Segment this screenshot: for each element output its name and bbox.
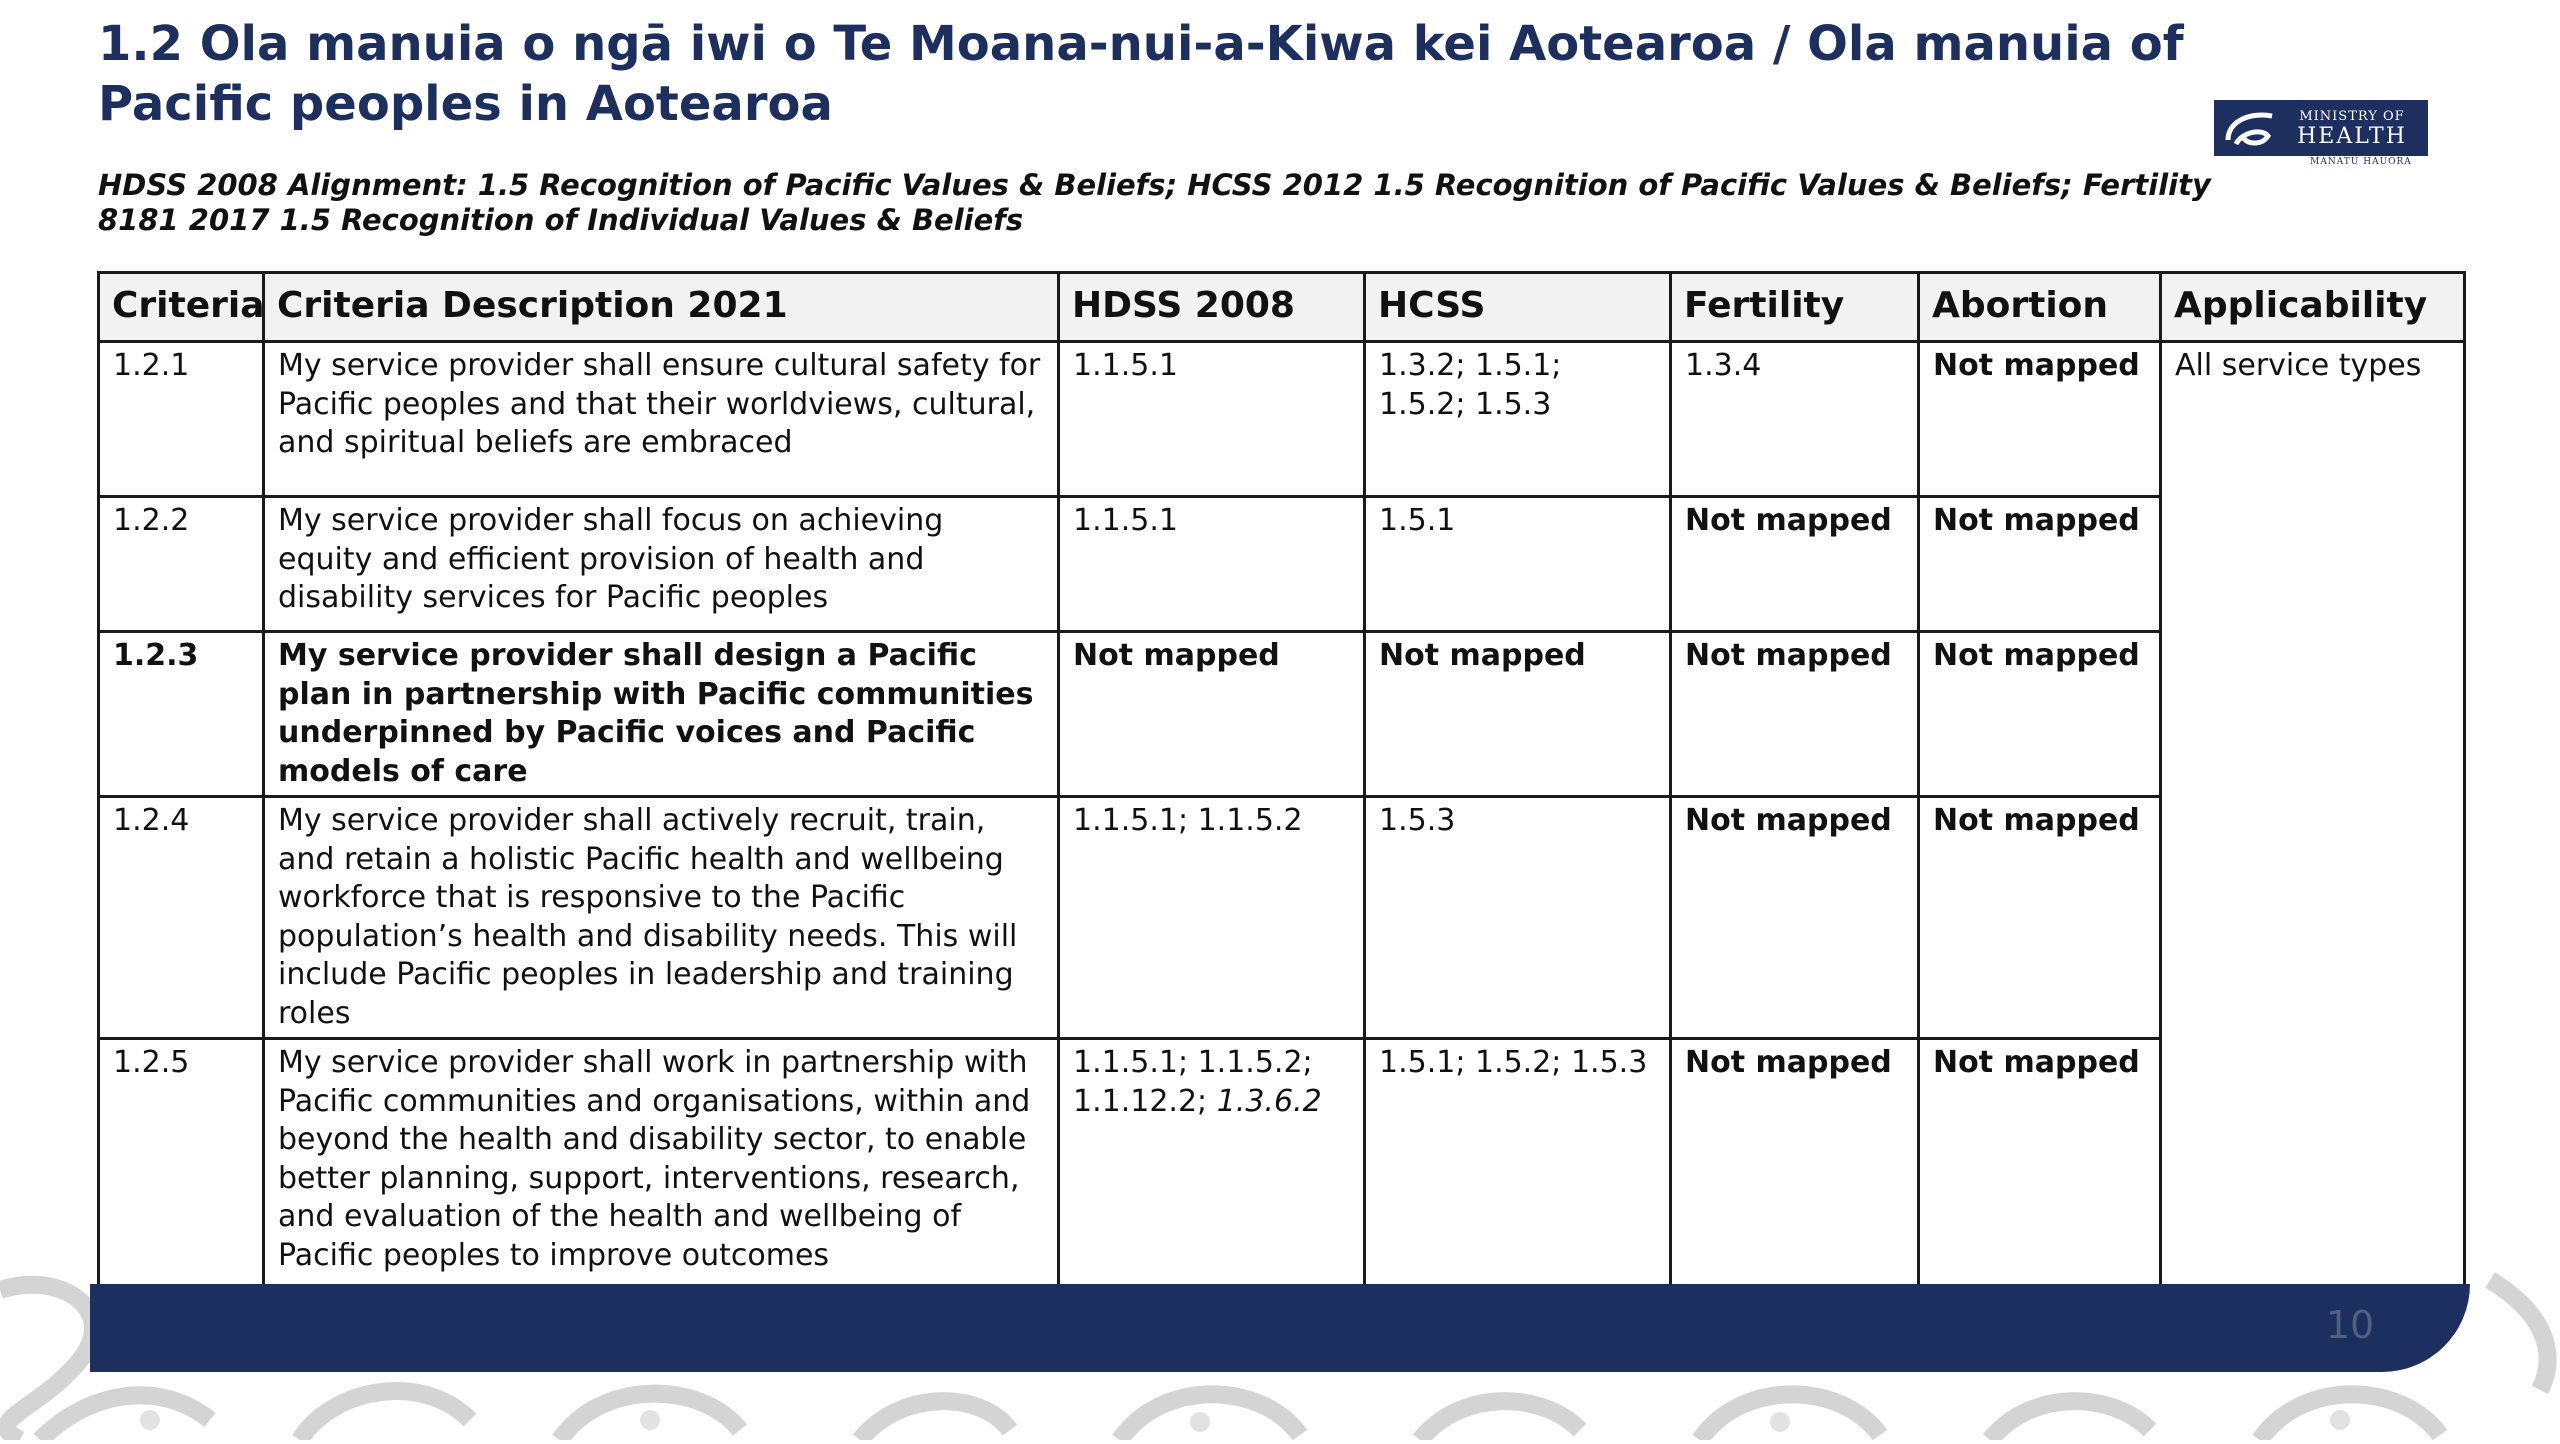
abortion-mapping: Not mapped bbox=[1919, 342, 2161, 497]
criteria-id: 1.2.4 bbox=[99, 797, 264, 1039]
table-row bbox=[99, 632, 2465, 797]
hcss-mapping: 1.5.1 bbox=[1365, 497, 1671, 632]
ministry-of-health-logo bbox=[2214, 100, 2428, 170]
abortion-mapping: Not mapped bbox=[1919, 797, 2161, 1039]
hcss-mapping: 1.5.3 bbox=[1365, 797, 1671, 1039]
header-fertility: Fertility bbox=[1671, 273, 1919, 342]
header-hcss: HCSS bbox=[1365, 273, 1671, 342]
criteria-table bbox=[97, 271, 2466, 1295]
hcss-mapping: Not mapped bbox=[1365, 632, 1671, 797]
table-row bbox=[99, 497, 2465, 632]
logo-text-health: HEALTH bbox=[2297, 124, 2407, 149]
logo-box bbox=[2214, 100, 2428, 156]
criteria-id: 1.2.3 bbox=[99, 632, 264, 797]
applicability-cell: All service types bbox=[2161, 342, 2465, 1294]
criteria-id: 1.2.5 bbox=[99, 1039, 264, 1294]
abortion-mapping: Not mapped bbox=[1919, 1039, 2161, 1294]
hdss-mapping: Not mapped bbox=[1059, 632, 1365, 797]
criteria-description: My service provider shall work in partnership with Pacific communities and organisations, within and beyond the health and disability sector, to enable better planning, support, interventions, research, and evaluation of the health and wellbeing of Pacific peoples to improve outcomes bbox=[264, 1039, 1059, 1294]
logo-text-ministry: MINISTRY OF bbox=[2299, 109, 2405, 124]
header-applicability: Applicability bbox=[2161, 273, 2465, 342]
page-number: 10 bbox=[2325, 1303, 2375, 1347]
abortion-mapping: Not mapped bbox=[1919, 497, 2161, 632]
koru-logo-icon bbox=[2222, 106, 2280, 150]
hdss-mapping bbox=[1059, 1039, 1365, 1294]
fertility-mapping: Not mapped bbox=[1671, 797, 1919, 1039]
header-description: Criteria Description 2021 bbox=[264, 273, 1059, 342]
hcss-mapping: 1.5.1; 1.5.2; 1.5.3 bbox=[1365, 1039, 1671, 1294]
hdss-mapping: 1.1.5.1; 1.1.5.2 bbox=[1059, 797, 1365, 1039]
criteria-description: My service provider shall focus on achieving equity and efficient provision of health and disability services for Pacific peoples bbox=[264, 497, 1059, 632]
criteria-id: 1.2.1 bbox=[99, 342, 264, 497]
hdss-mapping-italic: 1.3.6.2 bbox=[1216, 1083, 1322, 1119]
abortion-mapping: Not mapped bbox=[1919, 632, 2161, 797]
fertility-mapping: Not mapped bbox=[1671, 1039, 1919, 1294]
header-hdss: HDSS 2008 bbox=[1059, 273, 1365, 342]
fertility-mapping: Not mapped bbox=[1671, 632, 1919, 797]
header-criteria: Criteria bbox=[99, 273, 264, 342]
fertility-mapping: Not mapped bbox=[1671, 497, 1919, 632]
table-row bbox=[99, 342, 2465, 497]
hdss-mapping-text: 1.1.5.1; 1.1.5.2; 1.1.12.2; bbox=[1073, 1045, 1313, 1119]
table-header-row bbox=[99, 273, 2465, 342]
hcss-mapping: 1.3.2; 1.5.1; 1.5.2; 1.5.3 bbox=[1365, 342, 1671, 497]
slide-title: 1.2 Ola manuia o ngā iwi o Te Moana-nui-a-Kiwa kei Aotearoa / Ola manuia of Pacific peoples in Aotearoa bbox=[98, 16, 2184, 132]
table-row bbox=[99, 1039, 2465, 1294]
footer-bar bbox=[90, 1284, 2470, 1372]
table-row bbox=[99, 797, 2465, 1039]
criteria-description: My service provider shall actively recruit, train, and retain a holistic Pacific health and wellbeing workforce that is responsive to the Pacific population’s health and disability needs. This will include Pacific peoples in leadership and training roles bbox=[264, 797, 1059, 1039]
logo-text-maori: MANATŪ HAUORA bbox=[2310, 157, 2412, 167]
criteria-description: My service provider shall ensure cultural safety for Pacific peoples and that their worldviews, cultural, and spiritual beliefs are embraced bbox=[264, 342, 1059, 497]
hdss-mapping: 1.1.5.1 bbox=[1059, 342, 1365, 497]
header-abortion: Abortion bbox=[1919, 273, 2161, 342]
hdss-mapping: 1.1.5.1 bbox=[1059, 497, 1365, 632]
alignment-note: HDSS 2008 Alignment: 1.5 Recognition of Pacific Values & Beliefs; HCSS 2012 1.5 Recognition of Pacific Values & Beliefs; Fertility 8181 2017 1.5 Recognition of Individual Values & Beliefs bbox=[98, 168, 2211, 237]
fertility-mapping: 1.3.4 bbox=[1671, 342, 1919, 497]
criteria-description: My service provider shall design a Pacific plan in partnership with Pacific communities underpinned by Pacific voices and Pacific models of care bbox=[264, 632, 1059, 797]
criteria-id: 1.2.2 bbox=[99, 497, 264, 632]
